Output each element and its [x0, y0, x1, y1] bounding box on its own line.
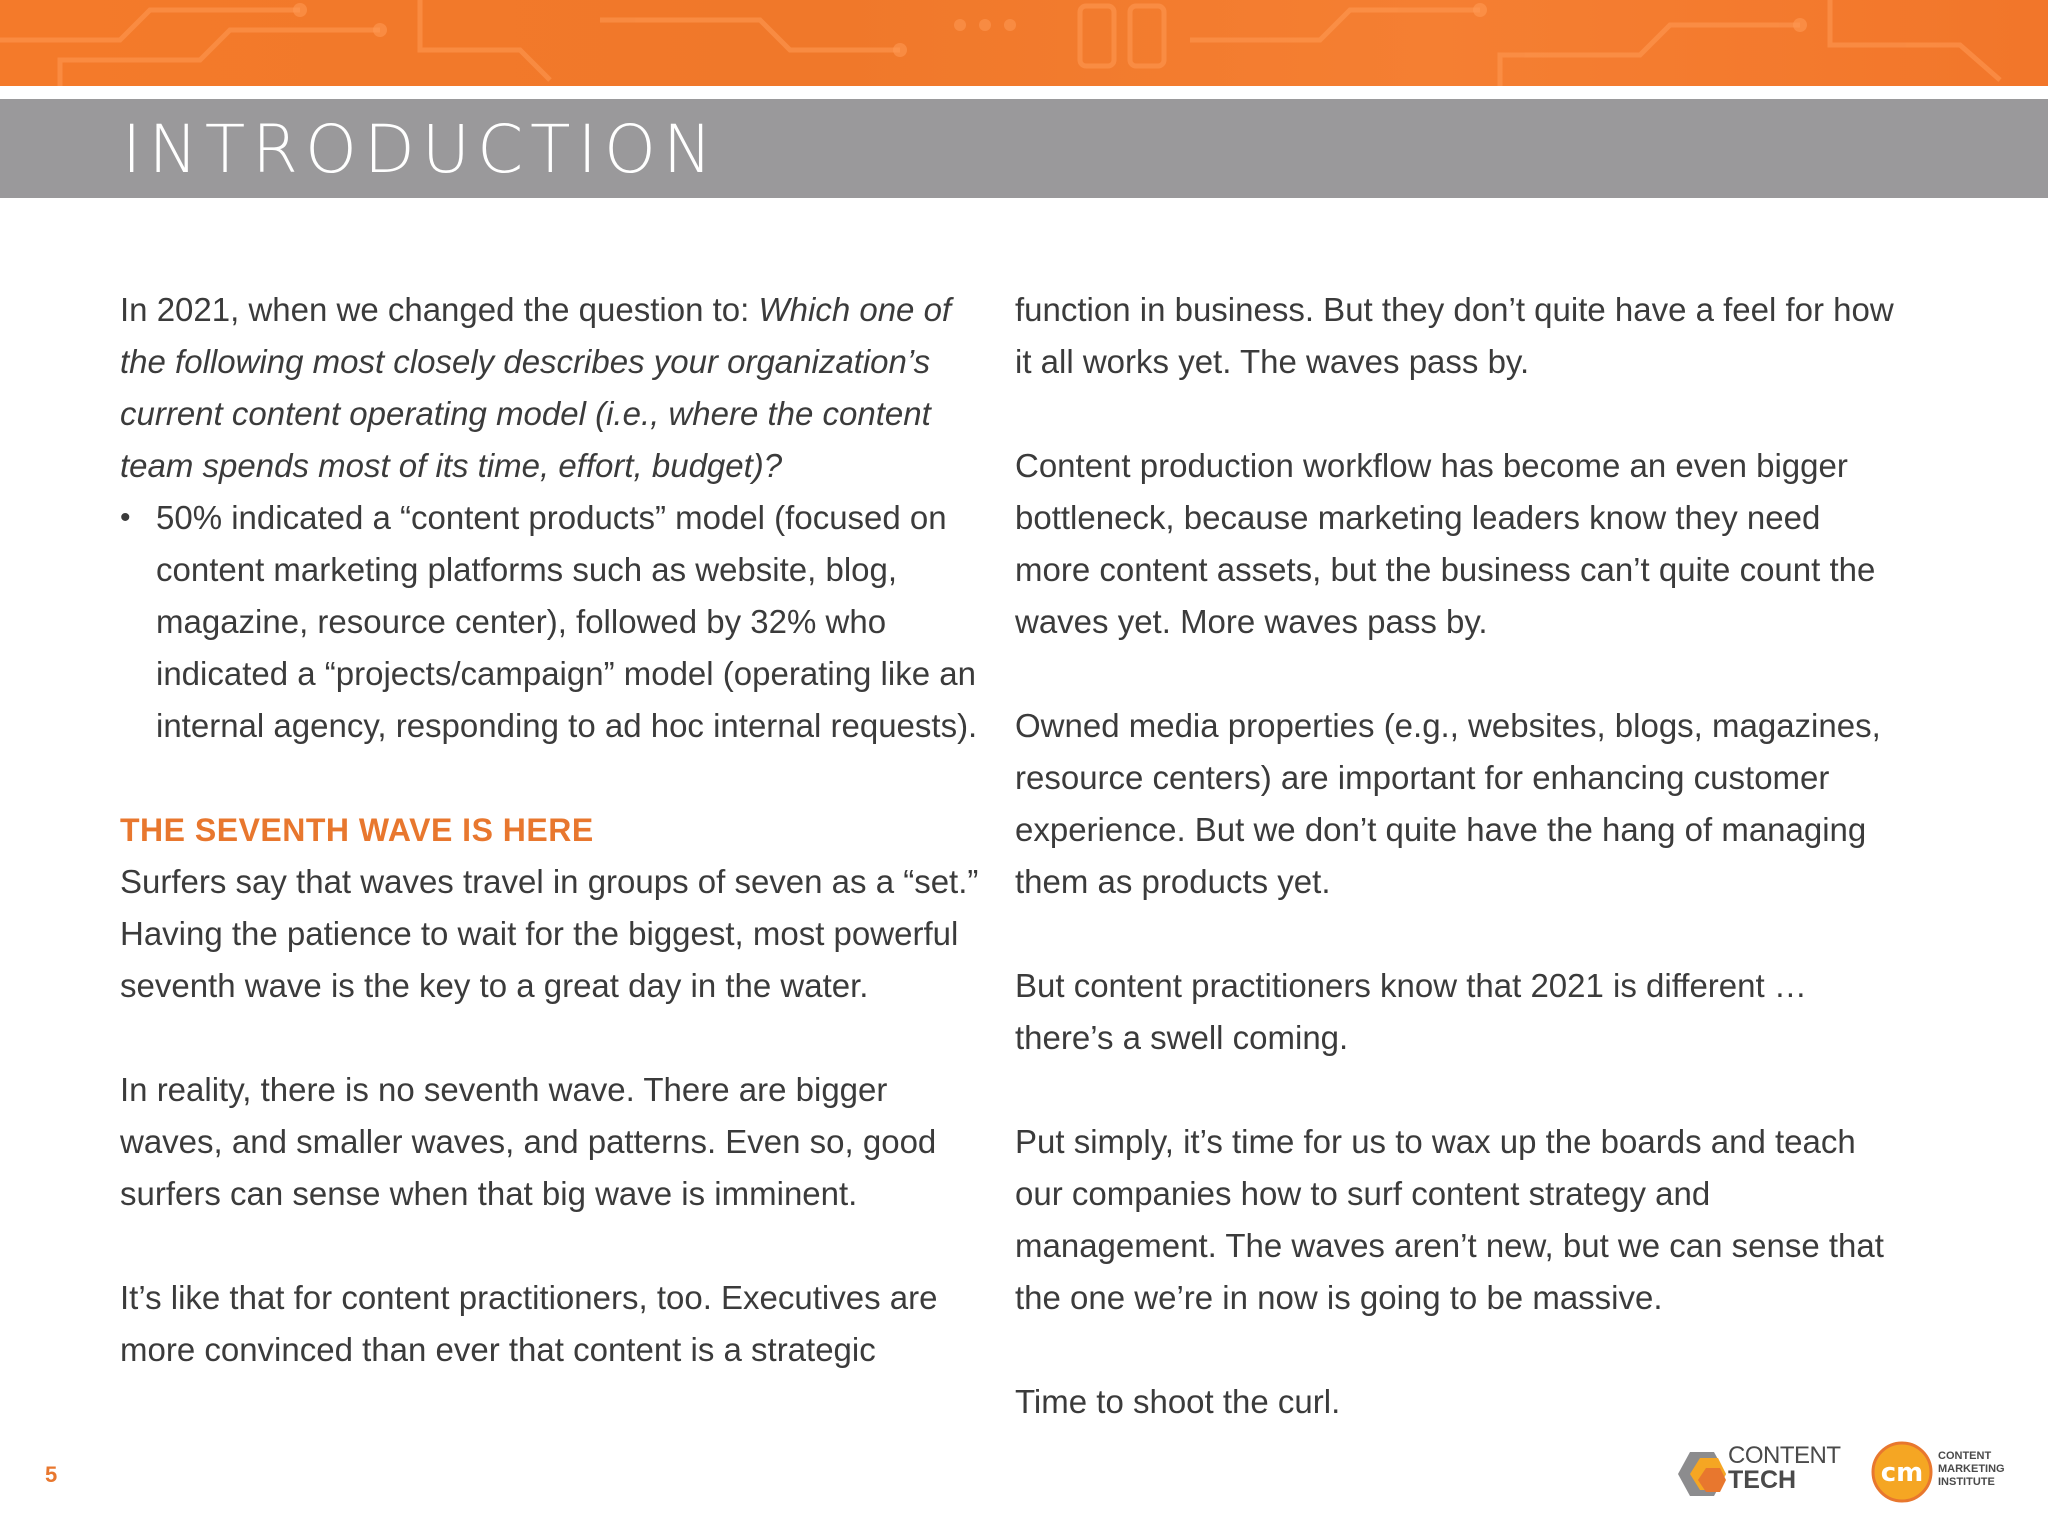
left-column [120, 284, 980, 1376]
cmi-logo-line1: CONTENT [1938, 1450, 1992, 1462]
list-item [120, 492, 980, 752]
paragraph: Put simply, it’s time for us to wax up the boards and teach our companies how to surf content strategy and management. The waves aren’t new, but we can sense that the one we’re in now is going to be massive. [1015, 1123, 1884, 1316]
cmi-logo-text [1938, 1450, 2005, 1489]
paragraph: It’s like that for content practitioners, too. Executives are more convinced than ever that content is a strategic [120, 1279, 938, 1368]
cmi-logo-icon [1870, 1440, 1934, 1504]
paragraph: Time to shoot the curl. [1015, 1383, 1341, 1420]
content-tech-logo-line1: CONTENT [1728, 1442, 1841, 1469]
header-decorative-band [0, 0, 2048, 86]
page-number: 5 [45, 1462, 58, 1487]
intro-question: Which one of the following most closely describes your organization’s current content operating model (i.e., where the content team spends most of its time, effort, budget)? [120, 291, 952, 484]
page-title: INTRODUCTION [122, 111, 720, 188]
intro-text: In 2021, when we changed the question to: [120, 291, 759, 328]
cmi-logo-line3: INSTITUTE [1938, 1476, 1995, 1488]
paragraph: Owned media properties (e.g., websites, blogs, magazines, resource centers) are important for enhancing customer experience. But we don’t quite have the hang of managing them as products yet. [1015, 707, 1881, 900]
bullet-text: 50% indicated a “content products” model (focused on content marketing platforms such as website, blog, magazine, resource center), followed by 32% who indicated a “projects/campaign” model (operating like an internal agency, responding to ad hoc internal requests). [156, 499, 978, 744]
bullet-icon: • [120, 501, 131, 534]
paragraph: Surfers say that waves travel in groups of seven as a “set.” Having the patience to wait for the biggest, most powerful seventh wave is the key to a great day in the water. [120, 863, 979, 1004]
header-divider [0, 86, 2048, 99]
paragraph: But content practitioners know that 2021 is different … there’s a swell coming. [1015, 967, 1807, 1056]
intro-paragraph [120, 284, 980, 492]
paragraph: function in business. But they don’t quite have a feel for how it all works yet. The waves pass by. [1015, 291, 1894, 380]
cmi-logo-line2: MARKETING [1938, 1463, 2005, 1475]
circuit-pattern-icon [0, 0, 2048, 86]
paragraph: In reality, there is no seventh wave. There are bigger waves, and smaller waves, and patterns. Even so, good surfers can sense when that big wave is imminent. [120, 1071, 937, 1212]
section-heading: THE SEVENTH WAVE IS HERE [120, 812, 594, 848]
cmi-logo-mark: cm [1880, 1458, 1924, 1488]
paragraph: Content production workflow has become an even bigger bottleneck, because marketing leaders know they need more content assets, but the business can’t quite count the waves yet. More waves pass by. [1015, 447, 1876, 640]
right-column [1015, 284, 1895, 1428]
content-tech-logo-line2: TECH [1728, 1466, 1797, 1494]
bullet-list [120, 492, 980, 752]
